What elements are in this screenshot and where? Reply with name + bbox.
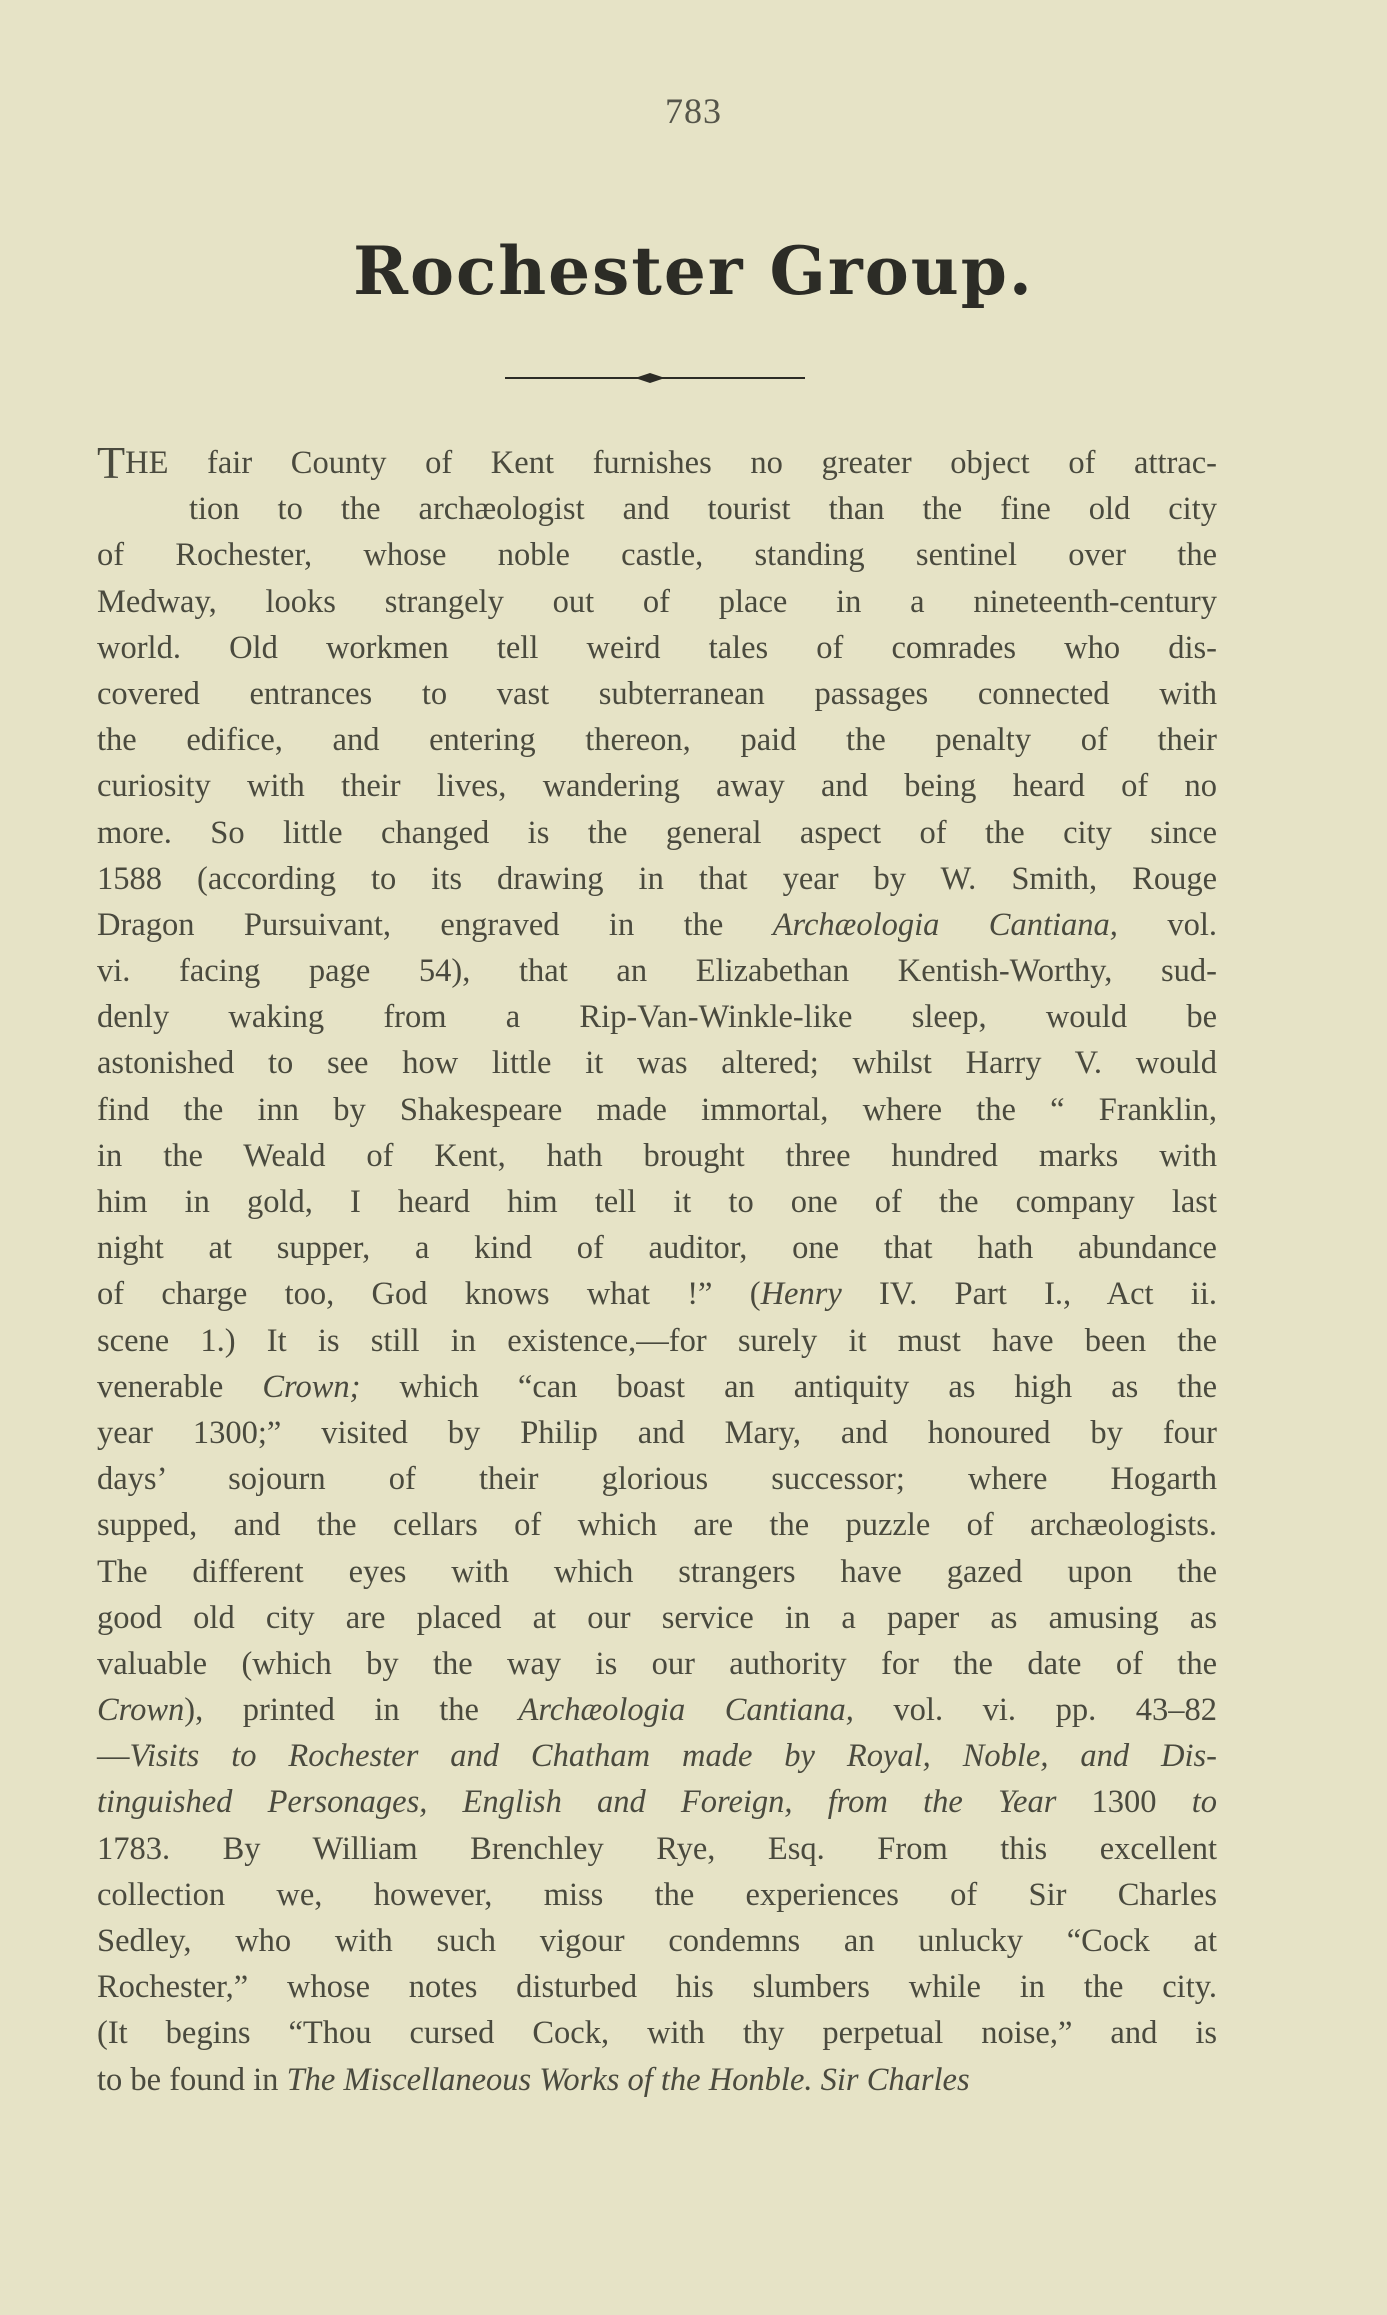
text-segment: denly waking from a Rip-Van-Winkle-like sleep, would be (97, 999, 1217, 1036)
text-line (97, 856, 1217, 902)
text-line (97, 2010, 1217, 2056)
text-line (97, 810, 1217, 856)
text-segment: valuable (which by the way is our authority for the date of the (97, 1645, 1217, 1682)
text-segment: to be found in (97, 2061, 287, 2098)
title-ornament-rule (505, 370, 805, 386)
text-segment: supped, and the cellars of which are the puzzle of archæologists. (97, 1507, 1217, 1544)
text-line (97, 1364, 1217, 1410)
text-line (97, 1225, 1217, 1271)
text-line (97, 1133, 1217, 1179)
italic-text: Crown; (262, 1368, 361, 1405)
text-line (97, 437, 1217, 488)
text-segment: the edifice, and entering thereon, paid the penalty of their (97, 722, 1217, 759)
text-segment: 1588 (according to its drawing in that year by W. Smith, Rouge (97, 860, 1217, 897)
italic-text: Crown (97, 1692, 185, 1729)
text-line (97, 902, 1217, 948)
text-line (97, 1502, 1217, 1548)
text-line (97, 1918, 1217, 1964)
text-segment: Medway, looks strangely out of place in a nineteenth-century (97, 583, 1217, 620)
text-line (97, 1964, 1217, 2010)
italic-text: Visits to Rochester and Chatham made by Royal, Noble, and Dis- (129, 1738, 1217, 1775)
text-line (97, 1087, 1217, 1133)
text-line (97, 1040, 1217, 1086)
text-segment: scene 1.) It is still in existence,—for surely it must have been the (97, 1322, 1217, 1359)
text-segment: which “can boast an antiquity as high as the (360, 1368, 1217, 1405)
text-segment: HE fair County of Kent furnishes no greater object of attrac- (125, 445, 1217, 481)
text-line (97, 1687, 1217, 1733)
text-segment: vi. facing page 54), that an Elizabethan Kentish-Worthy, sud- (97, 953, 1217, 990)
text-line (97, 1318, 1217, 1364)
drop-cap: T (97, 437, 126, 488)
text-segment: Dragon Pursuivant, engraved in the (97, 906, 773, 943)
text-segment: find the inn by Shakespeare made immortal, where the “ Franklin, (97, 1091, 1217, 1128)
text-line (97, 1733, 1217, 1779)
text-line (97, 625, 1217, 671)
text-line (97, 948, 1217, 994)
text-segment: of charge too, God knows what !” ( (97, 1276, 761, 1313)
text-segment: collection we, however, miss the experiences of Sir Charles (97, 1876, 1217, 1913)
italic-text: Henry (760, 1276, 842, 1313)
text-line (97, 1595, 1217, 1641)
text-segment: astonished to see how little it was altered; whilst Harry V. would (97, 1045, 1217, 1082)
text-segment: curiosity with their lives, wandering away and being heard of no (97, 768, 1217, 805)
text-line (97, 763, 1217, 809)
text-line (97, 1271, 1217, 1317)
italic-text: The Miscellaneous Works of the Honble. Sir Charles (286, 2061, 970, 2098)
text-segment: covered entrances to vast subterranean passages connected with (97, 675, 1217, 712)
italic-text: tinguished Personages, English and Foreign, from the Year (97, 1784, 1057, 1821)
text-segment: — (97, 1738, 130, 1775)
text-segment: of Rochester, whose noble castle, standing sentinel over the (97, 537, 1217, 574)
text-line (97, 1641, 1217, 1687)
text-segment: tion to the archæologist and tourist than the fine old city (189, 491, 1217, 528)
text-line (97, 671, 1217, 717)
text-segment: Rochester,” whose notes disturbed his slumbers while in the city. (97, 1969, 1217, 2006)
text-segment: vol. (1117, 906, 1217, 943)
text-segment: world. Old workmen tell weird tales of comrades who dis- (97, 629, 1217, 666)
text-segment: IV. Part I., Act ii. (841, 1276, 1217, 1313)
text-line (97, 1410, 1217, 1456)
italic-text: Archæologia Cantiana, (518, 1692, 854, 1729)
text-line (97, 532, 1217, 578)
italic-text: Archæologia Cantiana, (772, 906, 1118, 943)
text-segment: vol. vi. pp. 43–82 (853, 1692, 1217, 1729)
text-line (97, 1179, 1217, 1225)
text-line (97, 1826, 1217, 1872)
text-line (97, 1872, 1217, 1918)
text-line (97, 717, 1217, 763)
text-line (97, 579, 1217, 625)
text-segment: The different eyes with which strangers have gazed upon the (97, 1553, 1217, 1590)
text-line (97, 1779, 1217, 1825)
text-segment: 1300 (1056, 1784, 1192, 1821)
text-segment: venerable (97, 1368, 263, 1405)
text-line (97, 486, 1217, 532)
text-segment: more. So little changed is the general aspect of the city since (97, 814, 1217, 851)
text-segment: 1783. By William Brenchley Rye, Esq. From this excellent (97, 1830, 1217, 1867)
text-segment: good old city are placed at our service in a paper as amusing as (97, 1599, 1217, 1636)
text-line (97, 994, 1217, 1040)
text-segment: in the Weald of Kent, hath brought three hundred marks with (97, 1137, 1217, 1174)
italic-text: to (1191, 1784, 1217, 1821)
body-text (97, 437, 1217, 2103)
text-segment: year 1300;” visited by Philip and Mary, and honoured by four (97, 1414, 1217, 1451)
text-segment: (It begins “Thou cursed Cock, with thy perpetual noise,” and is (97, 2015, 1217, 2052)
text-line (97, 1549, 1217, 1595)
text-segment: days’ sojourn of their glorious successor; where Hogarth (97, 1461, 1217, 1498)
page-number: 783 (665, 91, 722, 131)
text-segment: night at supper, a kind of auditor, one that hath abundance (97, 1230, 1217, 1267)
text-line (97, 1456, 1217, 1502)
text-segment: Sedley, who with such vigour condemns an unlucky “Cock at (97, 1923, 1217, 1959)
text-segment: ), printed in the (184, 1692, 519, 1729)
text-segment: him in gold, I heard him tell it to one of the company last (97, 1184, 1217, 1220)
text-line (97, 2057, 1217, 2103)
chapter-title: Rochester Group. (353, 232, 1034, 310)
